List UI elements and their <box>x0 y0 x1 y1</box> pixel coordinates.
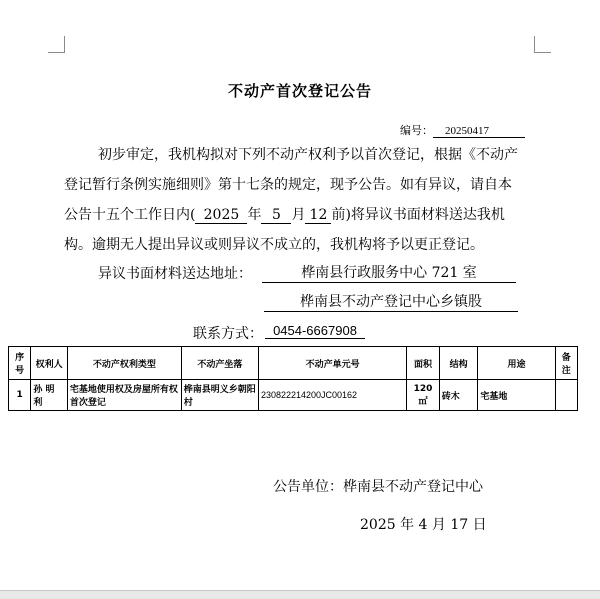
header-area: 面积 <box>407 347 440 380</box>
contact-value: 0454-6667908 <box>265 323 365 339</box>
serial-label: 编号： <box>400 124 433 137</box>
serial-number <box>400 122 525 138</box>
cell-location: 桦南县明义乡朝阳村 <box>181 380 258 411</box>
deadline-month: 5 <box>261 207 291 224</box>
table-header-row <box>9 347 578 380</box>
header-right-holder: 权利人 <box>31 347 68 380</box>
notice-paragraph <box>64 140 544 260</box>
header-structure: 结构 <box>439 347 478 380</box>
cell-structure: 砖木 <box>439 380 478 411</box>
cell-right-holder: 孙 明 利 <box>31 380 68 411</box>
cell-index: 1 <box>9 380 31 411</box>
contact-label: 联系方式： <box>193 326 263 342</box>
cell-right-type: 宅基地使用权及房屋所有权首次登记 <box>67 380 181 411</box>
cell-usage: 宅基地 <box>478 380 555 411</box>
page-corner-marker-top-left <box>48 36 65 53</box>
header-remarks: 备注 <box>555 347 577 380</box>
cell-unit-number: 230822214200JC00162 <box>258 380 406 411</box>
cell-area: 120 ㎡ <box>407 380 440 411</box>
header-location: 不动产坐落 <box>181 347 258 380</box>
para-line-3 <box>64 200 544 230</box>
header-unit-number: 不动产单元号 <box>258 347 406 380</box>
address-line-2: 桦南县不动产登记中心乡镇股 <box>264 291 518 312</box>
para-line-1: 初步审定，我机构拟对下列不动产权利予以首次登记，根据《不动产 <box>98 147 518 163</box>
serial-value: 20250417 <box>433 125 525 138</box>
para-line-3-post: 前)将异议书面材料送达我机 <box>331 207 505 223</box>
registration-table <box>8 346 578 411</box>
header-right-type: 不动产权利类型 <box>67 347 181 380</box>
year-char: 年 <box>247 207 262 223</box>
issuer-signature: 公告单位：桦南县不动产登记中心 <box>273 479 483 495</box>
month-char: 月 <box>291 207 306 223</box>
table-row <box>9 380 578 411</box>
para-line-4: 构。逾期无人提出异议或则异议不成立的，我机构将予以更正登记。 <box>64 237 484 253</box>
deadline-day: 12 <box>305 207 331 224</box>
document-title: 不动产首次登记公告 <box>227 82 372 100</box>
page-corner-marker-top-right <box>534 36 551 53</box>
header-usage: 用途 <box>478 347 555 380</box>
issue-date: 2025 年 4 月 17 日 <box>360 517 487 533</box>
para-line-2: 登记暂行条例实施细则》第十七条的规定，现予公告。如有异议，请自本 <box>64 177 512 193</box>
address-line-1: 桦南县行政服务中心 721 室 <box>262 262 516 283</box>
cell-remarks <box>555 380 577 411</box>
deadline-year: 2025 <box>195 207 247 224</box>
address-label: 异议书面材料送达地址： <box>98 266 252 282</box>
para-line-3-pre: 公告十五个工作日内( <box>64 207 196 223</box>
header-index: 序号 <box>9 347 31 380</box>
